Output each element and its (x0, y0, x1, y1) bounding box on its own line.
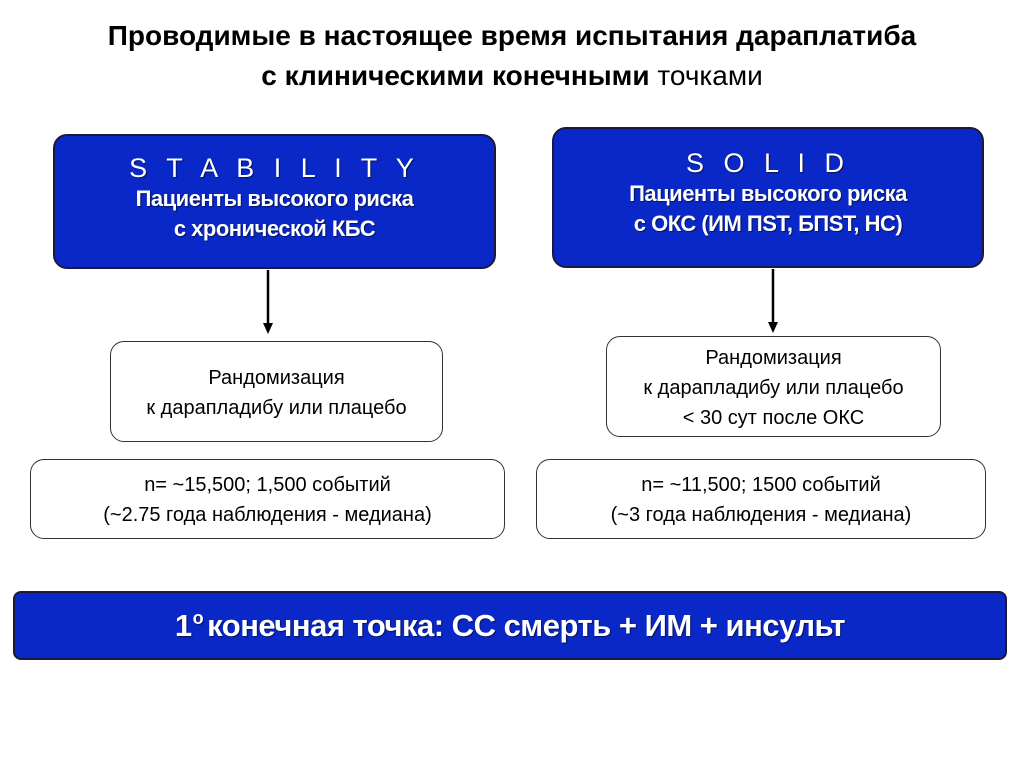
title-line-2-bold: с клиническими конечными (261, 60, 650, 91)
solid-stats-line-2: (~3 года наблюдения - медиана) (610, 504, 912, 526)
stability-randomization-line-2: к дарапладибу или плацебо (146, 397, 407, 419)
solid-randomization-box (606, 336, 941, 437)
endpoint-prefix: 1 (174, 608, 192, 643)
stability-stats-line-1: n= ~15,500; 1,500 событий (144, 474, 391, 496)
stability-arrow (263, 270, 273, 334)
solid-trial-name: S O L I D (685, 148, 851, 178)
title-line-1: Проводимые в настоящее время испытания дараплатиба (107, 20, 917, 51)
endpoint-text: конечная точка: СС смерть + ИМ + инсульт (207, 608, 846, 643)
solid-randomization-line-3: < 30 сут после ОКС (682, 407, 865, 429)
primary-endpoint-bar (13, 591, 1007, 660)
solid-population-line-2: с ОКС (ИМ ПST, БПST, НС) (633, 211, 903, 236)
stability-stats-line-2: (~2.75 года наблюдения - медиана) (103, 504, 432, 526)
solid-arrow (768, 269, 778, 333)
solid-stats-line-1: n= ~11,500; 1500 событий (641, 474, 881, 496)
title-line-2-light: точками (657, 60, 763, 91)
solid-randomization-line-2: к дарапладибу или плацебо (643, 377, 904, 399)
endpoint-superscript: о (192, 608, 204, 628)
solid-population-line-1: Пациенты высокого риска (629, 181, 907, 206)
stability-trial-name: S T A B I L I T Y (129, 153, 420, 183)
solid-randomization-line-1: Рандомизация (705, 347, 842, 369)
stability-stats-box (30, 459, 505, 539)
stability-population-line-1: Пациенты высокого риска (135, 186, 414, 211)
stability-population-line-2: с хронической КБС (173, 216, 376, 241)
stability-randomization-box (110, 341, 443, 442)
stability-randomization-line-1: Рандомизация (208, 367, 345, 389)
solid-stats-box (536, 459, 986, 539)
